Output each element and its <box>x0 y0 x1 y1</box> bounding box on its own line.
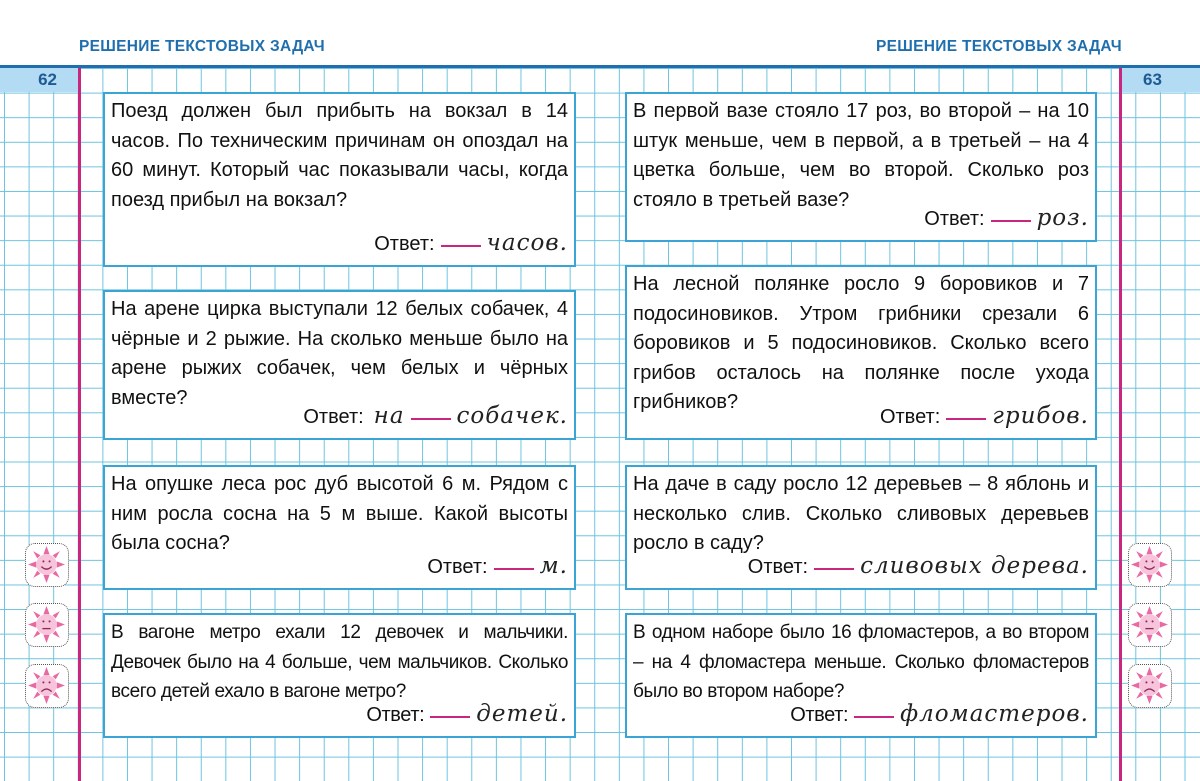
answer-label: Ответ: <box>303 405 364 428</box>
answer-label: Ответ: <box>879 405 941 428</box>
answer-blank[interactable] <box>814 568 854 570</box>
answer-unit: сливовых дерева. <box>860 552 1089 579</box>
running-head-left: РЕШЕНИЕ ТЕКСТОВЫХ ЗАДАЧ <box>79 38 325 55</box>
margin-line-right <box>1119 68 1122 781</box>
margin-line-left <box>78 68 81 781</box>
answer-line <box>748 552 1089 583</box>
task-text: В первой вазе стояло 17 роз, во второй – на 10 штук меньше, чем в первой, а в третьей – на 4 цветка больше, чем во второй. Сколько роз стояло в третьей вазе? <box>633 100 1089 211</box>
page-number-left: 62 <box>0 68 79 92</box>
answer-label: Ответ: <box>924 207 985 230</box>
answer-line <box>366 700 568 731</box>
neutral-sun-icon[interactable] <box>25 603 69 647</box>
page-number-right: 63 <box>1121 68 1200 92</box>
answer-line <box>303 402 568 433</box>
answer-blank[interactable] <box>411 418 451 420</box>
smiling-sun-icon[interactable] <box>1128 543 1172 587</box>
task-card <box>103 92 576 267</box>
answer-blank[interactable] <box>854 716 894 718</box>
task-card <box>103 290 576 440</box>
task-text: На даче в саду росло 12 деревьев – 8 яблонь и несколько слив. Сколько сливовых деревьев росло в саду? <box>633 473 1089 554</box>
answer-label: Ответ: <box>366 703 425 726</box>
task-card <box>103 465 576 590</box>
answer-line <box>924 204 1089 235</box>
sad-sun-icon[interactable] <box>25 664 69 708</box>
answer-unit: м. <box>539 552 568 579</box>
answer-label: Ответ: <box>790 703 849 726</box>
answer-line <box>374 229 568 260</box>
answer-unit: фломастеров. <box>900 700 1089 727</box>
task-text: На опушке леса рос дуб высотой 6 м. Рядом с ним росла сосна на 5 м выше. Какой высоты была сосна? <box>111 473 568 554</box>
answer-blank[interactable] <box>946 418 986 420</box>
task-text: На арене цирка выступали 12 белых собачек, 4 чёрные и 2 рыжие. На сколько меньше было на арене рыжих собачек, чем белых и чёрных вместе? <box>111 298 568 409</box>
answer-line <box>790 700 1089 731</box>
task-text: В вагоне метро ехали 12 девочек и мальчики. Девочек было на 4 больше, чем мальчиков. Сколько всего детей ехало в вагоне метро? <box>111 622 568 702</box>
answer-blank[interactable] <box>991 220 1031 222</box>
answer-label: Ответ: <box>747 555 809 578</box>
running-head-right: РЕШЕНИЕ ТЕКСТОВЫХ ЗАДАЧ <box>876 38 1122 55</box>
answer-unit: грибов. <box>992 402 1089 429</box>
answer-unit: часов. <box>486 229 568 256</box>
task-text: В одном наборе было 16 фломастеров, а во втором – на 4 фломастера меньше. Сколько фломастеров было во втором наборе? <box>633 622 1089 702</box>
answer-line <box>880 402 1089 433</box>
answer-line <box>427 552 568 583</box>
task-card <box>625 465 1097 590</box>
answer-prefix: на <box>373 402 405 429</box>
answer-unit: собачек. <box>456 402 568 429</box>
top-rule <box>0 65 1200 68</box>
answer-unit: детей. <box>476 700 568 727</box>
answer-unit: роз. <box>1036 204 1089 231</box>
answer-label: Ответ: <box>374 232 435 255</box>
neutral-sun-icon[interactable] <box>1128 603 1172 647</box>
answer-label: Ответ: <box>427 555 488 578</box>
task-text: На лесной полянке росло 9 боровиков и 7 подосиновиков. Утром грибники срезали 6 боровиков и 5 подосиновиков. Сколько всего грибов осталось на полянке после ухода грибников? <box>633 273 1089 413</box>
task-card <box>103 613 576 738</box>
task-card <box>625 613 1097 738</box>
answer-blank[interactable] <box>441 245 481 247</box>
task-text: Поезд должен был прибыть на вокзал в 14 часов. По техническим причинам он опоздал на 60 минут. Который час показывали часы, когда поезд прибыл на вокзал? <box>111 100 568 211</box>
smiling-sun-icon[interactable] <box>25 543 69 587</box>
task-card <box>625 265 1097 440</box>
answer-blank[interactable] <box>494 568 534 570</box>
answer-blank[interactable] <box>430 716 470 718</box>
task-card <box>625 92 1097 242</box>
sad-sun-icon[interactable] <box>1128 664 1172 708</box>
